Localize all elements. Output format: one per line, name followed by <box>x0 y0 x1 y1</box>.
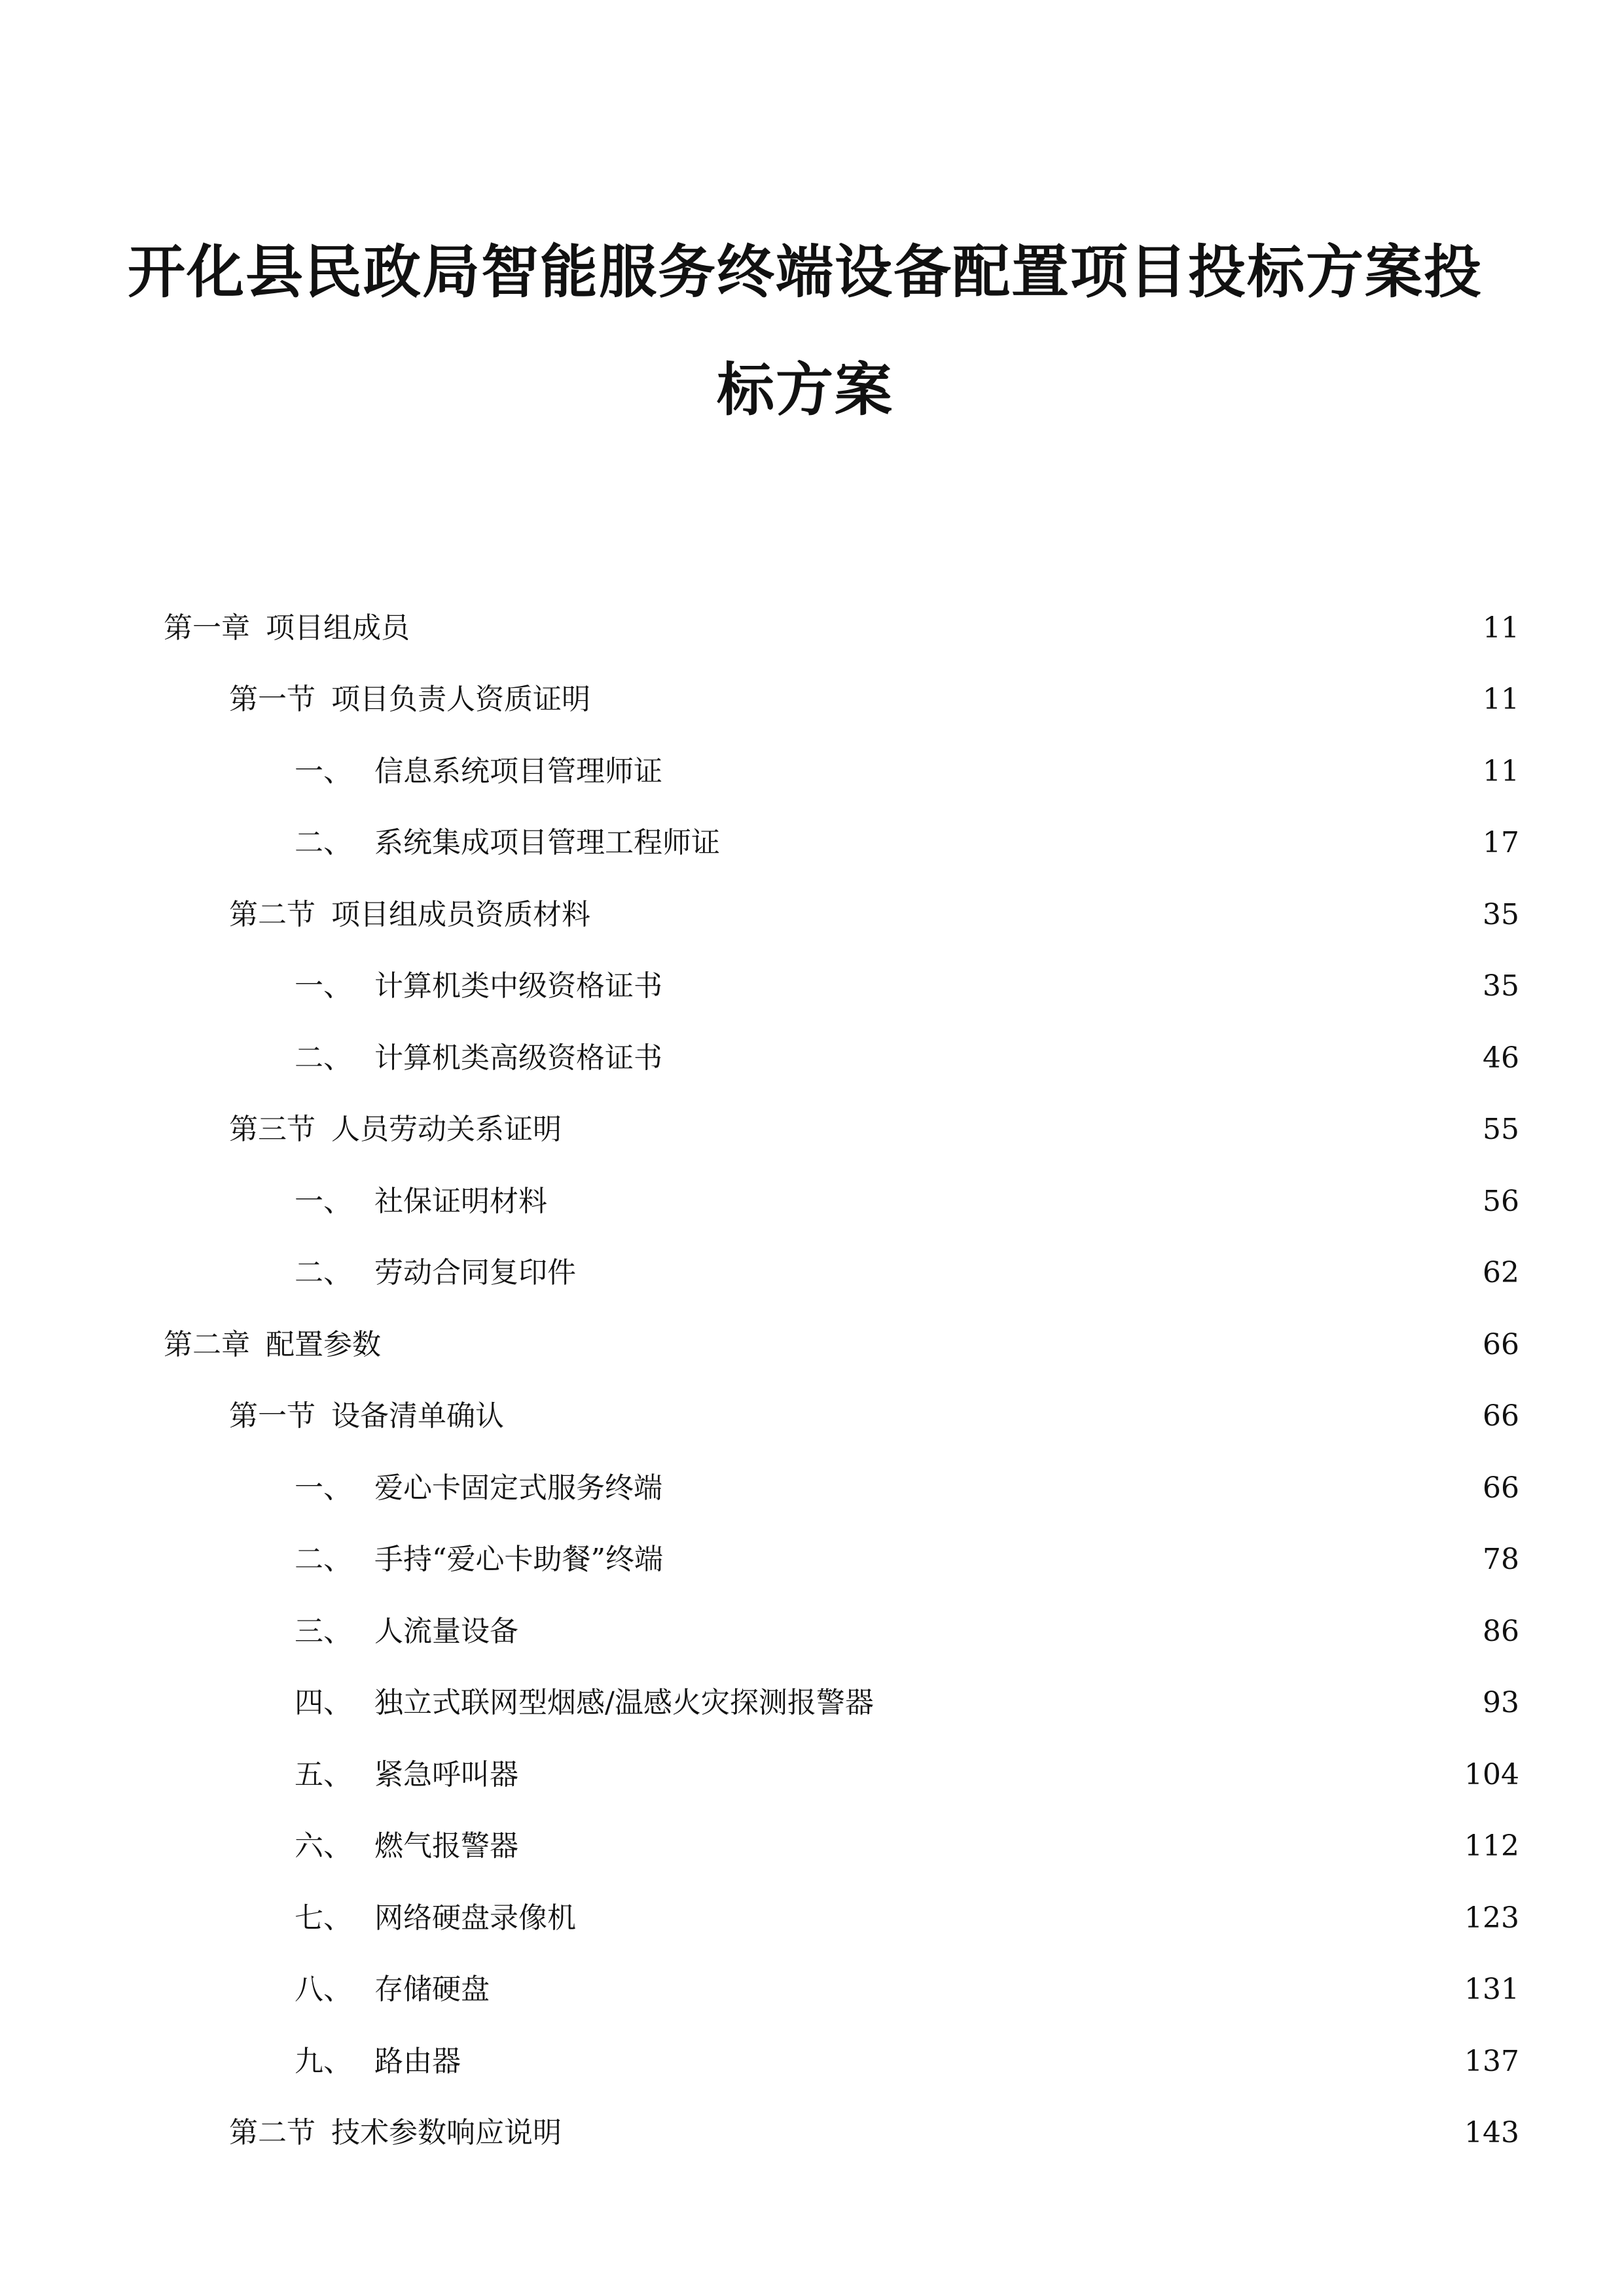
toc-page-number: 35 <box>1483 969 1519 1003</box>
toc-entry[interactable] <box>0 1166 1624 1238</box>
toc-page-number: 123 <box>1464 1901 1519 1935</box>
toc-entry-title: 人员劳动关系证明 <box>331 1113 562 1147</box>
toc-entry[interactable] <box>0 1524 1624 1596</box>
toc-entry-number: 一、 <box>295 1184 352 1218</box>
toc-entry-title: 系统集成项目管理工程师证 <box>374 826 720 860</box>
toc-dot-leader <box>672 1041 1429 1075</box>
toc-entry-title: 紧急呼叫器 <box>374 1757 518 1791</box>
toc-page-number: 143 <box>1464 2116 1519 2150</box>
toc-page-number: 11 <box>1483 611 1519 645</box>
toc-page-number: 131 <box>1464 1973 1519 2007</box>
toc-dot-leader <box>499 1973 1429 2007</box>
toc-entry-title: 独立式联网型烟感/温感火灾探测报警器 <box>374 1686 874 1720</box>
toc-entry-title: 设备清单确认 <box>331 1399 504 1433</box>
toc-page-number: 46 <box>1483 1041 1519 1075</box>
toc-page-number: 35 <box>1483 897 1519 931</box>
toc-entry-number: 一、 <box>295 1471 352 1505</box>
toc-page-number: 104 <box>1464 1757 1519 1791</box>
toc-page-number: 93 <box>1483 1686 1519 1720</box>
toc-entry-title: 手持“爱心卡助餐”终端 <box>374 1543 663 1577</box>
toc-entry[interactable] <box>0 808 1624 880</box>
toc-entry-number: 二、 <box>295 1041 352 1075</box>
toc-entry[interactable] <box>0 1094 1624 1166</box>
toc-entry-title: 项目负责人资质证明 <box>331 683 590 717</box>
toc-entry[interactable] <box>0 2026 1624 2098</box>
toc-entry-number: 二、 <box>295 1256 352 1290</box>
toc-dot-leader <box>585 1256 1429 1290</box>
toc-page-number: 137 <box>1464 2044 1519 2078</box>
toc-entry-title: 爱心卡固定式服务终端 <box>374 1471 662 1505</box>
toc-entry[interactable] <box>0 1238 1624 1310</box>
toc-entry[interactable] <box>0 951 1624 1023</box>
toc-entry[interactable] <box>0 2098 1624 2170</box>
toc-page-number: 17 <box>1483 826 1519 860</box>
toc-page-number: 62 <box>1483 1256 1519 1290</box>
toc-entry-number: 二、 <box>295 1543 352 1577</box>
toc-entry-number: 二、 <box>295 826 352 860</box>
toc-dot-leader <box>528 1829 1429 1863</box>
toc-entry[interactable] <box>0 879 1624 951</box>
toc-entry[interactable] <box>0 1381 1624 1453</box>
toc-dot-leader <box>585 1901 1429 1935</box>
toc-page-number: 66 <box>1483 1399 1519 1433</box>
toc-page-number: 55 <box>1483 1113 1519 1147</box>
toc-entry-title: 计算机类高级资格证书 <box>374 1041 662 1075</box>
toc-dot-leader <box>672 1471 1429 1505</box>
toc-entry[interactable] <box>0 1596 1624 1668</box>
toc-entry-number: 七、 <box>295 1901 352 1935</box>
toc-dot-leader <box>419 611 1429 645</box>
table-of-contents <box>0 592 1624 2169</box>
toc-page-number: 112 <box>1464 1829 1519 1863</box>
toc-entry-number: 一、 <box>295 754 352 788</box>
toc-entry[interactable] <box>0 1882 1624 1954</box>
toc-dot-leader <box>528 1615 1429 1649</box>
toc-entry-number: 九、 <box>295 2044 352 2078</box>
toc-entry-title: 技术参数响应说明 <box>331 2116 562 2150</box>
toc-entry-title: 项目组成员 <box>266 611 410 645</box>
toc-page-number: 56 <box>1483 1184 1519 1218</box>
toc-page-number: 66 <box>1483 1327 1519 1361</box>
toc-dot-leader <box>600 898 1429 932</box>
toc-entry-number: 第一节 <box>229 1399 316 1433</box>
toc-dot-leader <box>672 1543 1429 1577</box>
toc-dot-leader <box>672 755 1429 789</box>
toc-entry-title: 项目组成员资质材料 <box>331 897 590 931</box>
toc-entry[interactable] <box>0 1954 1624 2026</box>
toc-entry-title: 燃气报警器 <box>374 1829 518 1863</box>
toc-page-number: 11 <box>1483 754 1519 788</box>
toc-entry-title: 劳动合同复印件 <box>374 1256 576 1290</box>
toc-dot-leader <box>571 1113 1429 1147</box>
toc-entry-title: 信息系统项目管理师证 <box>374 754 662 788</box>
toc-entry-number: 第二节 <box>229 897 316 931</box>
toc-dot-leader <box>729 826 1429 860</box>
toc-entry[interactable] <box>0 592 1624 664</box>
toc-entry[interactable] <box>0 1452 1624 1524</box>
toc-dot-leader <box>556 1185 1429 1219</box>
document-title-line-1: 开化县民政局智能服务终端设备配置项目投标方案投 <box>127 238 1483 306</box>
toc-entry[interactable] <box>0 1022 1624 1094</box>
toc-entry-number: 一、 <box>295 969 352 1003</box>
toc-page-number: 78 <box>1483 1543 1519 1577</box>
toc-entry-number: 第一章 <box>164 611 250 645</box>
toc-dot-leader <box>600 683 1429 717</box>
toc-entry-number: 第一节 <box>229 683 316 717</box>
toc-entry-title: 存储硬盘 <box>374 1973 490 2007</box>
toc-dot-leader <box>571 2116 1429 2150</box>
toc-entry-title: 计算机类中级资格证书 <box>374 969 662 1003</box>
toc-dot-leader <box>672 969 1429 1003</box>
toc-entry-number: 三、 <box>295 1614 352 1648</box>
toc-entry-title: 社保证明材料 <box>374 1184 547 1218</box>
toc-page-number: 86 <box>1483 1614 1519 1648</box>
toc-dot-leader <box>528 1758 1429 1792</box>
toc-entry-number: 第三节 <box>229 1113 316 1147</box>
toc-entry[interactable] <box>0 664 1624 736</box>
toc-dot-leader <box>513 1399 1429 1433</box>
toc-page-number: 66 <box>1483 1471 1519 1505</box>
toc-entry-number: 八、 <box>295 1973 352 2007</box>
toc-dot-leader <box>883 1686 1429 1720</box>
toc-entry[interactable] <box>0 1668 1624 1740</box>
toc-entry-number: 四、 <box>295 1686 352 1720</box>
toc-entry-title: 路由器 <box>374 2044 461 2078</box>
toc-page-number: 11 <box>1483 683 1519 717</box>
document-title-line-2: 标方案 <box>716 356 893 423</box>
toc-dot-leader <box>470 2045 1429 2079</box>
toc-entry-title: 人流量设备 <box>374 1614 518 1648</box>
toc-entry-number: 第二章 <box>164 1327 250 1361</box>
toc-entry[interactable] <box>0 1309 1624 1381</box>
toc-entry-number: 第二节 <box>229 2116 316 2150</box>
toc-entry[interactable] <box>0 1739 1624 1811</box>
toc-entry[interactable] <box>0 736 1624 808</box>
toc-entry-number: 六、 <box>295 1829 352 1863</box>
toc-entry-number: 五、 <box>295 1757 352 1791</box>
toc-entry[interactable] <box>0 1811 1624 1883</box>
toc-dot-leader <box>390 1328 1429 1362</box>
toc-entry-title: 配置参数 <box>266 1327 381 1361</box>
toc-entry-title: 网络硬盘录像机 <box>374 1901 576 1935</box>
